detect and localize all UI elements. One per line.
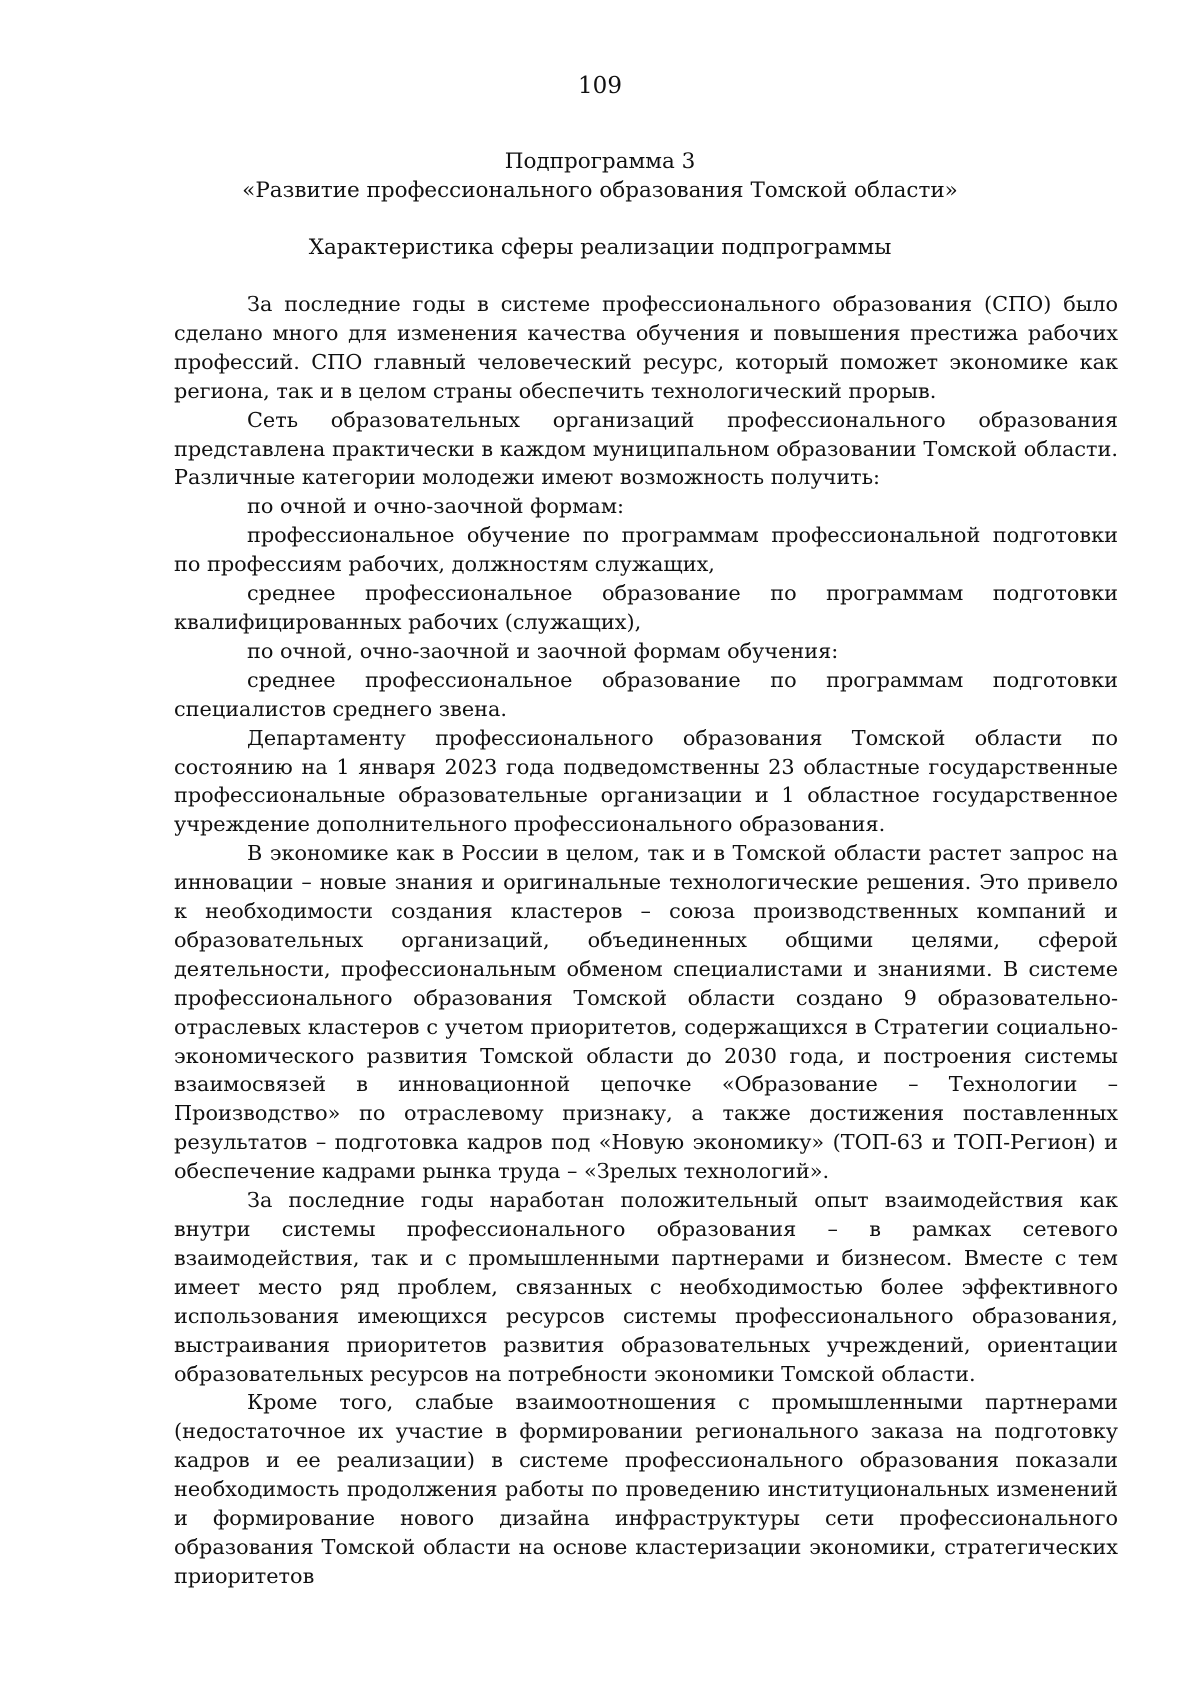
paragraph: Кроме того, слабые взаимоотношения с промышленными партнерами (недостаточное их участие в формировании регионального заказа на подготовку кадров и ее реализации) в системе профессионального образования показали необходимость продолжения работы по проведению институциональных изменений и формирование нового дизайна инфраструктуры сети профессионального образования Томской области на основе кластеризации экономики, стратегических приоритетов: [174, 1390, 1118, 1588]
subprogram-heading: Подпрограмма 3: [504, 149, 696, 174]
paragraph: Департаменту профессионального образования Томской области по состоянию на 1 января 2023 года подведомственны 23 областные государственные профессиональные образовательные организации и 1 областное государственное учреждение дополнительного профессионального образования.: [174, 725, 1118, 837]
paragraph: по очной, очно-заочной и заочной формам обучения:: [247, 638, 839, 663]
section-heading: Характеристика сферы реализации подпрограммы: [308, 235, 892, 260]
paragraph: За последние годы наработан положительный опыт взаимодействия как внутри системы профессионального образования – в рамках сетевого взаимодействия, так и с промышленными партнерами и бизнесом. Вместе с тем имеет место ряд проблем, связанных с необходимостью более эффективного использования имеющихся ресурсов системы профессионального образования, выстраивания приоритетов развития образовательных учреждений, ориентации образовательных ресурсов на потребности экономики Томской области.: [174, 1188, 1118, 1386]
paragraph: среднее профессиональное образование по программам подготовки квалифицированных рабочих (служащих),: [174, 581, 1118, 634]
document-body: [174, 290, 1118, 1591]
paragraph: по очной и очно-заочной формам:: [247, 494, 625, 519]
paragraph: среднее профессиональное образование по программам подготовки специалистов среднего звена.: [174, 667, 1118, 721]
paragraph: В экономике как в России в целом, так и в Томской области растет запрос на инновации – новые знания и оригинальные технологические решения. Это привело к необходимости создания кластеров – союза производственных компаний и образовательных организаций, объединенных общими целями, сферой деятельности, профессиональным обменом специалистами и знаниями. В системе профессионального образования Томской области создано 9 образовательно-отраслевых кластеров с учетом приоритетов, содержащихся в Стратегии социально-экономического развития Томской области до 2030 года, и построения системы взаимосвязей в инновационной цепочке «Образование – Технологии – Производство» по отраслевому признаку, а также достижения поставленных результатов – подготовка кадров под «Новую экономику» (ТОП-63 и ТОП-Регион) и обеспечение кадрами рынка труда – «Зрелых технологий».: [174, 841, 1118, 1184]
paragraph: За последние годы в системе профессионального образования (СПО) было сделано много для изменения качества обучения и повышения престижа рабочих профессий. СПО главный человеческий ресурс, который поможет экономике как региона, так и в целом страны обеспечить технологический прорыв.: [174, 292, 1118, 403]
paragraph: Сеть образовательных организаций профессионального образования представлена практически в каждом муниципальном образовании Томской области. Различные категории молодежи имеют возможность получить:: [174, 407, 1118, 490]
page-number: 109: [578, 73, 622, 99]
subprogram-title: «Развитие профессионального образования Томской области»: [242, 178, 958, 203]
paragraph: профессиональное обучение по программам профессиональной подготовки по профессиям рабочих, должностям служащих,: [174, 523, 1118, 577]
